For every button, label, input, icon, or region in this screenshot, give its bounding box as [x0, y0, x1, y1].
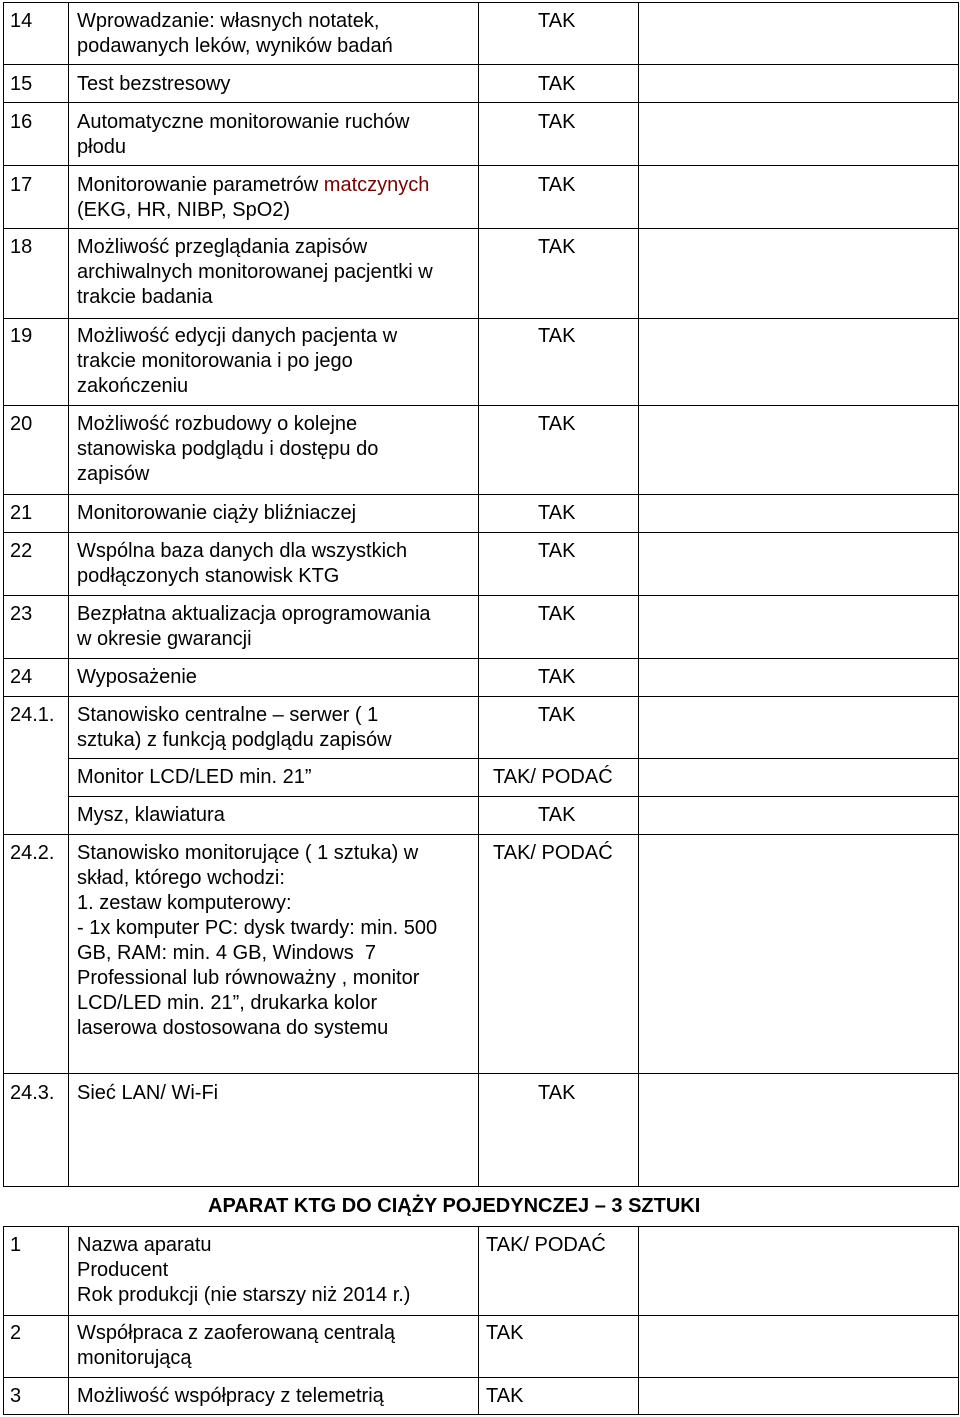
row-description: Współpraca z zaoferowaną centralą — [77, 1322, 395, 1344]
row-description: Możliwość przeglądania zapisów — [77, 236, 368, 258]
row-description: skład, którego wchodzi: — [77, 867, 285, 889]
row-value: TAK — [538, 1082, 576, 1104]
row-description: laserowa dostosowana do systemu — [77, 1017, 389, 1039]
row-value: TAK — [486, 1385, 524, 1407]
row-number: 24.3. — [10, 1082, 55, 1104]
row-description: podawanych leków, wyników badań — [77, 35, 393, 57]
row-description: Możliwość rozbudowy o kolejne — [77, 413, 358, 435]
row-description: sztuka) z funkcją podglądu zapisów — [77, 729, 392, 751]
row-number: 24.1. — [10, 704, 55, 726]
row-description: podłączonych stanowisk KTG — [77, 565, 340, 587]
row-value: TAK — [538, 325, 576, 347]
row-description: Stanowisko centralne – serwer ( 1 — [77, 704, 379, 726]
row-description: Producent — [77, 1259, 169, 1281]
row-description: LCD/LED min. 21”, drukarka kolor — [77, 992, 378, 1014]
row-number: 1 — [10, 1234, 22, 1256]
row-description: Nazwa aparatu — [77, 1234, 212, 1256]
row-description: Automatyczne monitorowanie ruchów — [77, 111, 410, 133]
row-number: 18 — [10, 236, 33, 258]
row-description: stanowiska podglądu i dostępu do — [77, 438, 379, 460]
row-value: TAK — [538, 10, 576, 32]
row-number: 19 — [10, 325, 33, 347]
row-description: Rok produkcji (nie starszy niż 2014 r.) — [77, 1284, 411, 1306]
row-value: TAK — [538, 704, 576, 726]
row-number: 17 — [10, 174, 33, 196]
row-description-part: Monitorowanie parametrów — [77, 174, 324, 196]
row-description: Test bezstresowy — [77, 73, 231, 95]
row-description: Professional lub równoważny , monitor — [77, 967, 420, 989]
row-value: TAK — [538, 502, 576, 524]
row-description: Wyposażenie — [77, 666, 197, 688]
row-description: w okresie gwarancji — [77, 628, 252, 650]
row-number: 22 — [10, 540, 33, 562]
row-value: TAK — [538, 666, 576, 688]
row-value: TAK — [538, 804, 576, 826]
row-description: 1. zestaw komputerowy: — [77, 892, 292, 914]
row-description: Możliwość współpracy z telemetrią — [77, 1385, 384, 1407]
row-description: trakcie monitorowania i po jego — [77, 350, 353, 372]
row-description: Monitorowanie ciąży bliźniaczej — [77, 502, 357, 524]
row-value: TAK — [538, 603, 576, 625]
row-value: TAK — [538, 111, 576, 133]
row-description: Sieć LAN/ Wi-Fi — [77, 1082, 219, 1104]
row-description: (EKG, HR, NIBP, SpO2) — [77, 199, 291, 221]
row-value: TAK/ PODAĆ — [493, 766, 613, 788]
row-description: Monitor LCD/LED min. 21” — [77, 766, 312, 788]
row-description: archiwalnych monitorowanej pacjentki w — [77, 261, 433, 283]
row-value: TAK — [538, 73, 576, 95]
row-description: zakończeniu — [77, 375, 189, 397]
row-description: Stanowisko monitorujące ( 1 sztuka) w — [77, 842, 419, 864]
row-number: 16 — [10, 111, 33, 133]
row-number: 20 — [10, 413, 33, 435]
row-number: 21 — [10, 502, 33, 524]
row-value: TAK — [486, 1322, 524, 1344]
row-value: TAK/ PODAĆ — [493, 842, 613, 864]
row-description: Mysz, klawiatura — [77, 804, 225, 826]
row-description: Możliwość edycji danych pacjenta w — [77, 325, 398, 347]
row-description: płodu — [77, 136, 126, 158]
row-description: trakcie badania — [77, 286, 213, 308]
row-value: TAK — [538, 174, 576, 196]
row-number: 2 — [10, 1322, 22, 1344]
row-description: - 1x komputer PC: dysk twardy: min. 500 — [77, 917, 438, 939]
row-description: GB, RAM: min. 4 GB, Windows 7 — [77, 942, 376, 964]
row-description: monitorującą — [77, 1347, 192, 1369]
row-number: 14 — [10, 10, 33, 32]
row-description — [77, 173, 429, 198]
row-value: TAK — [538, 236, 576, 258]
row-number: 24.2. — [10, 842, 55, 864]
row-description: Wprowadzanie: własnych notatek, — [77, 10, 380, 32]
row-number: 3 — [10, 1385, 22, 1407]
row-value: TAK — [538, 540, 576, 562]
row-number: 23 — [10, 603, 33, 625]
section-title: APARAT KTG DO CIĄŻY POJEDYNCZEJ – 3 SZTUKI — [208, 1195, 701, 1217]
row-number: 24 — [10, 666, 33, 688]
row-description: zapisów — [77, 463, 150, 485]
row-description: Wspólna baza danych dla wszystkich — [77, 540, 408, 562]
row-description-highlight: matczynych — [323, 174, 430, 196]
row-value: TAK/ PODAĆ — [486, 1234, 606, 1256]
row-number: 15 — [10, 73, 33, 95]
row-value: TAK — [538, 413, 576, 435]
row-description: Bezpłatna aktualizacja oprogramowania — [77, 603, 431, 625]
